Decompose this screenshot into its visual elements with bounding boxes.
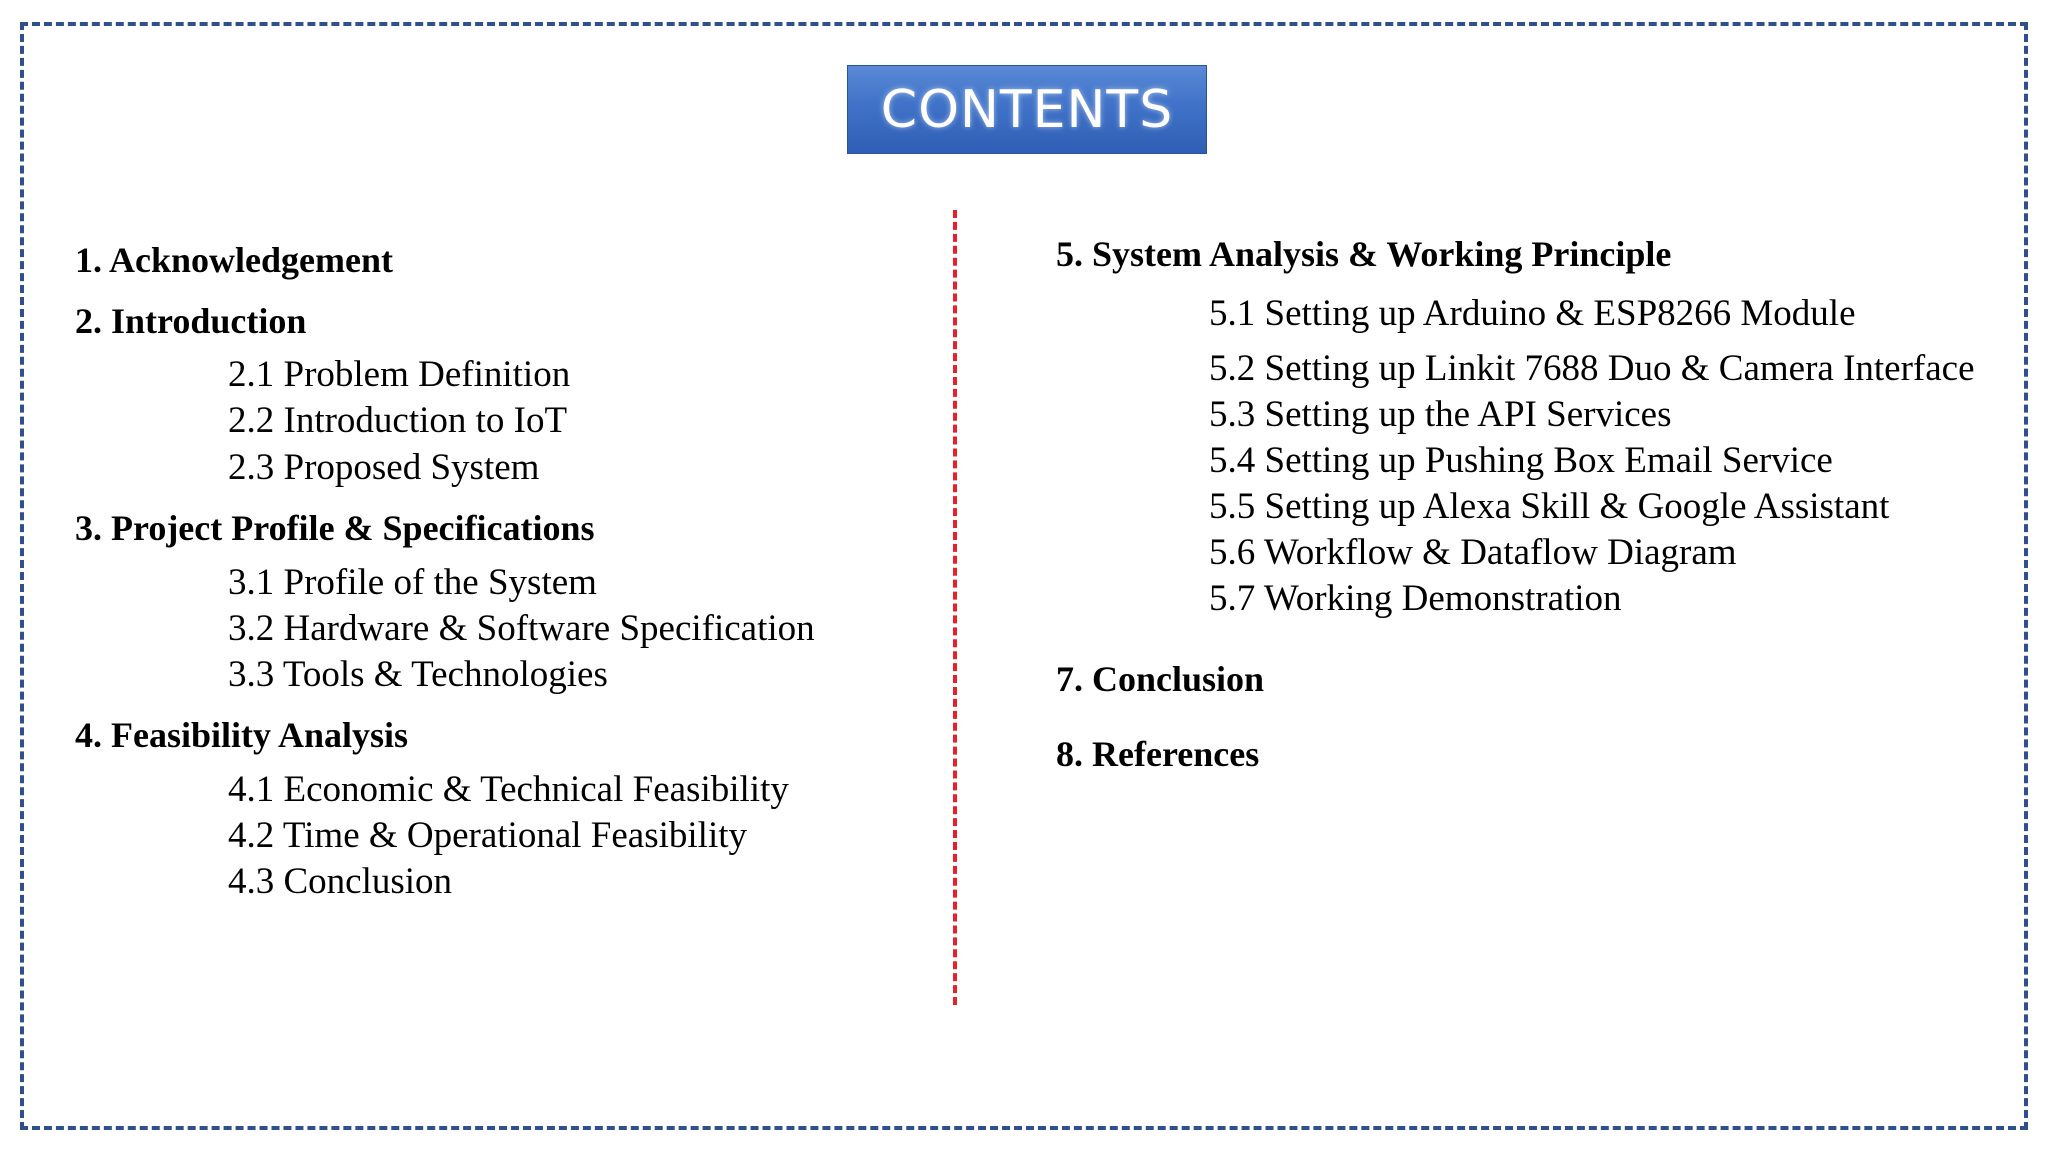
toc-item-problem-definition: 2.1 Problem Definition <box>228 354 571 395</box>
toc-heading-introduction: 2. Introduction <box>75 301 307 341</box>
toc-item-working-demonstration: 5.7 Working Demonstration <box>1209 578 1622 619</box>
toc-item-hardware-software: 3.2 Hardware & Software Specification <box>228 608 815 649</box>
toc-heading-references: 8. References <box>1056 734 1260 774</box>
toc-item-economic-technical: 4.1 Economic & Technical Feasibility <box>228 769 789 810</box>
toc-item-workflow-dataflow: 5.6 Workflow & Dataflow Diagram <box>1209 532 1737 573</box>
toc-item-time-operational: 4.2 Time & Operational Feasibility <box>228 815 748 856</box>
toc-item-tools-technologies: 3.3 Tools & Technologies <box>228 654 608 695</box>
toc-item-alexa-google: 5.5 Setting up Alexa Skill & Google Assistant <box>1209 486 1890 527</box>
toc-heading-acknowledgement: 1. Acknowledgement <box>75 240 393 280</box>
toc-item-pushing-box: 5.4 Setting up Pushing Box Email Service <box>1209 440 1833 481</box>
toc-heading-conclusion: 7. Conclusion <box>1056 659 1265 699</box>
toc-item-profile-system: 3.1 Profile of the System <box>228 562 597 603</box>
contents-title: CONTENTS <box>880 79 1174 140</box>
toc-item-api-services: 5.3 Setting up the API Services <box>1209 394 1672 435</box>
toc-heading-feasibility: 4. Feasibility Analysis <box>75 715 409 755</box>
toc-item-arduino-esp8266: 5.1 Setting up Arduino & ESP8266 Module <box>1209 293 1856 334</box>
toc-heading-project-profile: 3. Project Profile & Specifications <box>75 508 595 548</box>
toc-item-linkit-camera: 5.2 Setting up Linkit 7688 Duo & Camera Interface <box>1209 348 1975 389</box>
toc-item-proposed-system: 2.3 Proposed System <box>228 447 540 488</box>
toc-item-introduction-iot: 2.2 Introduction to IoT <box>228 400 568 441</box>
toc-item-feasibility-conclusion: 4.3 Conclusion <box>228 861 453 902</box>
toc-heading-system-analysis: 5. System Analysis & Working Principle <box>1056 234 1672 274</box>
contents-title-banner <box>847 65 1207 154</box>
column-divider <box>953 210 957 1005</box>
